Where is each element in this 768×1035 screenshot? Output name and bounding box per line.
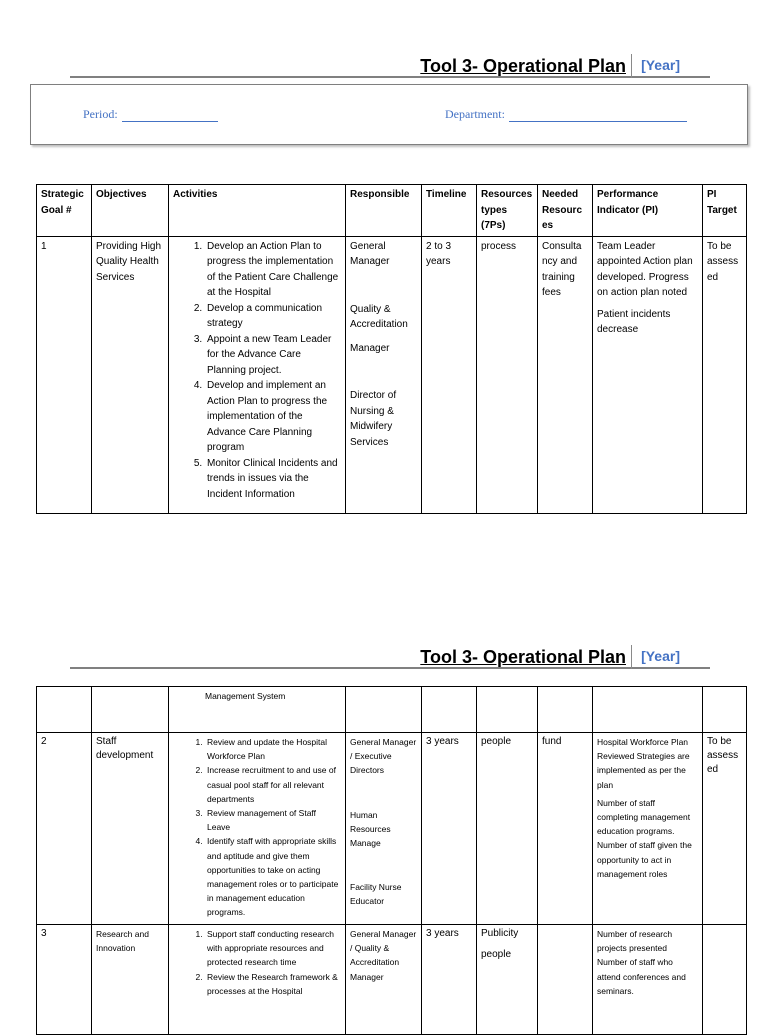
- responsible-entry: Quality & Accreditation: [350, 303, 408, 330]
- year-placeholder: [Year]: [641, 648, 680, 664]
- performance-indicator-cell: [593, 236, 703, 513]
- activity-item: 1. Develop an Action Plan to progress the implementation of the Patient Care Challenge at the Hospital: [205, 239, 341, 301]
- department-field[interactable]: [445, 107, 687, 122]
- performance-indicator-cell: [593, 925, 703, 1035]
- page-title: Tool 3- Operational Plan: [420, 56, 626, 76]
- page-title: Tool 3- Operational Plan: [420, 647, 626, 667]
- activities-list: [173, 927, 341, 998]
- activity-item: 5. Monitor Clinical Incidents and trends in issues via the Incident Information: [205, 456, 341, 503]
- responsible-entry: Facility Nurse Educator: [350, 882, 402, 907]
- performance-indicator: Hospital Workforce Plan Reviewed Strategies are implemented as per the plan: [597, 737, 690, 790]
- header-timeline: Timeline: [422, 185, 477, 237]
- timeline: 2 to 3 years: [422, 236, 477, 513]
- resources-types: people: [477, 733, 538, 925]
- responsible-cell: [346, 236, 422, 513]
- header-objectives: Objectives: [92, 185, 169, 237]
- needed-resources: [538, 925, 593, 1035]
- table-row: [37, 925, 747, 1035]
- performance-indicator: Patient incidents decrease: [597, 308, 671, 335]
- resource-entry: Publicity: [481, 928, 519, 939]
- activities-list: [173, 239, 341, 503]
- year-placeholder: [Year]: [641, 57, 680, 73]
- responsible-cell: [346, 733, 422, 925]
- activity-item: 2. Review the Research framework & processes at the Hospital: [205, 970, 341, 998]
- header-strategic-goal: Strategic Goal #: [37, 185, 92, 237]
- activities-list: [173, 735, 341, 920]
- operational-plan-table-2: [36, 686, 747, 1035]
- header-divider: [631, 54, 632, 78]
- table-row: [37, 733, 747, 925]
- header-divider: [631, 645, 632, 669]
- resources-types: process: [477, 236, 538, 513]
- responsible-entry: General Manager / Executive Directors: [350, 737, 417, 776]
- activity-item: 4. Identify staff with appropriate skills and aptitude and give them opportunities to take on acting management roles or to participate in management education programs.: [205, 834, 341, 919]
- department-label: Department:: [445, 107, 505, 121]
- pi-target: To be assess ed: [703, 236, 747, 513]
- period-department-box: [30, 84, 748, 145]
- activity-item: 3. Appoint a new Team Leader for the Advance Care Planning project.: [205, 332, 341, 379]
- header-responsible: Responsible: [346, 185, 422, 237]
- operational-plan-table-1: [36, 184, 747, 514]
- objective: Staff development: [92, 733, 169, 925]
- responsible-entry: Manager: [350, 342, 390, 354]
- needed-resources: fund: [538, 733, 593, 925]
- performance-indicator-cell: [593, 733, 703, 925]
- responsible-entry: Director of Nursing & Midwifery Services: [350, 390, 397, 448]
- activities-cell: [169, 236, 346, 513]
- table-header-row: [37, 185, 747, 237]
- period-label: Period:: [83, 107, 118, 121]
- performance-indicator: Team Leader appointed Action plan developed. Progress on action plan noted: [597, 240, 693, 298]
- activity-item: 1. Review and update the Hospital Workforce Plan: [205, 735, 341, 763]
- timeline: 3 years: [422, 733, 477, 925]
- activity-item: 3. Review management of Staff Leave: [205, 806, 341, 834]
- performance-indicator: Number of research projects presented Number of staff who attend conferences and seminars.: [597, 929, 686, 996]
- pi-target: To be assess ed: [703, 733, 747, 925]
- activity-item: 2. Increase recruitment to and use of casual pool staff for all relevant departments: [205, 763, 341, 806]
- responsible-entry: General Manager: [350, 240, 390, 267]
- responsible-entry: Human Resources Manage: [350, 809, 391, 849]
- period-blank[interactable]: [122, 111, 218, 122]
- period-field[interactable]: [83, 107, 218, 122]
- header-pi-target: PI Target: [703, 185, 747, 237]
- objective: Providing High Quality Health Services: [92, 236, 169, 513]
- continued-activity: Management System: [169, 687, 346, 733]
- continuation-row: [37, 687, 747, 733]
- pi-target: [703, 925, 747, 1035]
- performance-indicator: Number of staff completing management education programs. Number of staff given the opportunity to act in management roles: [597, 797, 692, 879]
- resources-types-cell: [477, 925, 538, 1035]
- header-activities: Activities: [169, 185, 346, 237]
- page-header: [70, 54, 710, 78]
- activities-cell: [169, 925, 346, 1035]
- department-blank[interactable]: [509, 111, 687, 122]
- activities-cell: [169, 733, 346, 925]
- header-resources-types: Resources types (7Ps): [477, 185, 538, 237]
- goal-number: 3: [37, 925, 92, 1035]
- header-performance-indicator: Performance Indicator (PI): [593, 185, 703, 237]
- table-row: [37, 236, 747, 513]
- needed-resources: Consulta ncy and training fees: [538, 236, 593, 513]
- resource-entry: people: [481, 949, 512, 961]
- responsible-cell: [346, 925, 422, 1035]
- goal-number: 2: [37, 733, 92, 925]
- activity-item: 4. Develop and implement an Action Plan to progress the implementation of the Advance Care Planning program: [205, 378, 341, 456]
- activity-item: 1. Support staff conducting research with appropriate resources and protected research time: [205, 927, 341, 970]
- responsible-entry: General Manager / Quality & Accreditation Manager: [350, 929, 417, 982]
- header-needed-resources: Needed Resourc es: [538, 185, 593, 237]
- activity-item: 2. Develop a communication strategy: [205, 301, 341, 332]
- timeline: 3 years: [422, 925, 477, 1035]
- goal-number: 1: [37, 236, 92, 513]
- objective: Research and Innovation: [92, 925, 169, 1035]
- page-header-2: [70, 645, 710, 669]
